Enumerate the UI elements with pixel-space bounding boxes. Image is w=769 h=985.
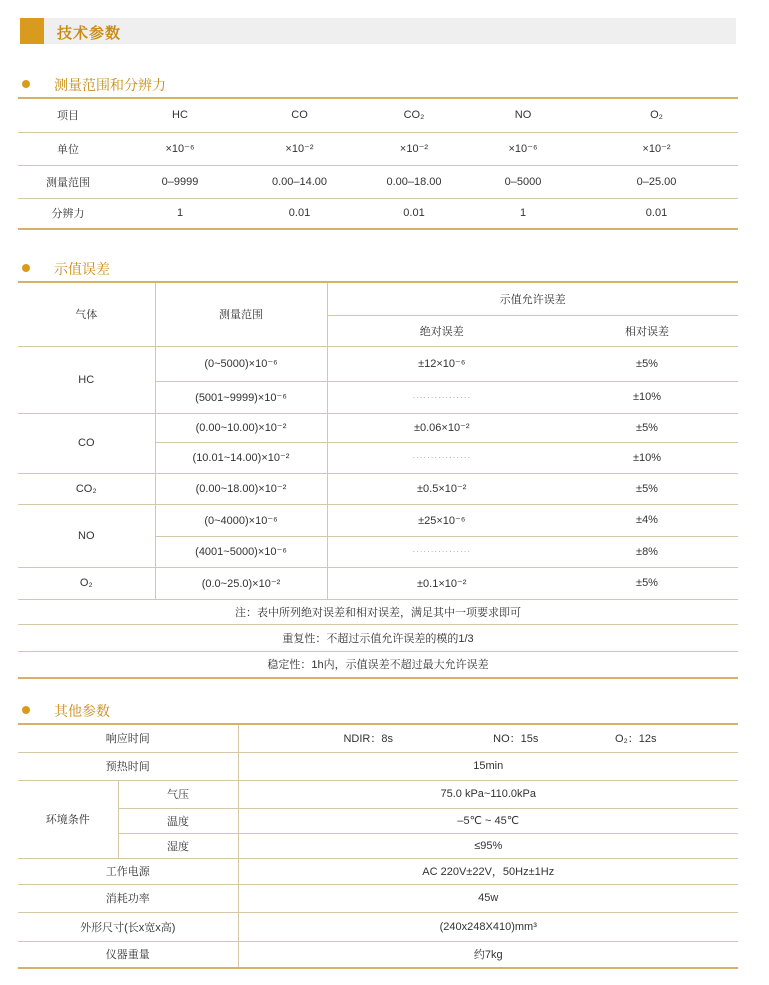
note-text: 注：表中所列绝对误差和相对误差，满足其中一项要求即可 [18, 599, 738, 624]
table-header-row [18, 99, 738, 132]
note-row [18, 624, 738, 651]
table-cell: ×10⁻⁶ [471, 132, 575, 165]
table-cell: HC [18, 346, 155, 413]
section-title-error: 示值误差 [22, 259, 110, 279]
table-cell [238, 725, 738, 752]
table-cell: (0.00~18.00)×10⁻² [155, 473, 327, 504]
table-cell: ±0.1×10⁻² [327, 567, 556, 599]
section-title-range: 测量范围和分辨力 [22, 75, 166, 95]
table-row [18, 132, 738, 165]
table-cell: 消耗功率 [18, 884, 238, 912]
note-row [18, 599, 738, 624]
table-header-cell: 绝对误差 [327, 315, 556, 346]
table-cell: 分辨力 [18, 198, 118, 229]
table-cell: ±5% [556, 567, 738, 599]
range-resolution-table [18, 99, 738, 230]
table-cell: ×10⁻² [357, 132, 471, 165]
table-cell: (0~5000)×10⁻⁶ [155, 346, 327, 381]
table-cell: –5℃ ~ 45℃ [238, 808, 738, 833]
table-cell: 0.01 [575, 198, 738, 229]
indication-error-table [18, 283, 738, 679]
table-cell: ×10⁻² [575, 132, 738, 165]
table-cell: ±0.06×10⁻² [327, 413, 556, 442]
table-cell: 外形尺寸(长x宽x高) [18, 912, 238, 941]
page-title: 技术参数 [57, 25, 122, 42]
table-header-cell: 相对误差 [556, 315, 738, 346]
table-cell: 1 [118, 198, 242, 229]
table-cell: NO [471, 99, 575, 132]
table-row [18, 941, 738, 968]
table-row [18, 780, 738, 808]
table-row [18, 567, 738, 599]
table-cell: ±10% [556, 442, 738, 473]
header-square-icon [20, 18, 44, 44]
table-cell: ················ [327, 442, 556, 473]
table-cell: ≤95% [238, 833, 738, 858]
bullet-icon [22, 80, 30, 88]
response-ndir: NDIR：8s [343, 733, 393, 746]
table-cell: (10.01~14.00)×10⁻² [155, 442, 327, 473]
table-cell: 预热时间 [18, 752, 238, 780]
response-o2: O₂：12s [614, 733, 657, 746]
table-row [18, 198, 738, 229]
table-cell: 测量范围 [18, 165, 118, 198]
table-row [18, 413, 738, 442]
table-cell: ±25×10⁻⁶ [327, 504, 556, 536]
table-cell: (240x248X410)mm³ [238, 912, 738, 941]
table-cell: HC [118, 99, 242, 132]
table-cell: 温度 [118, 808, 238, 833]
table-row [18, 808, 738, 833]
note-text: 稳定性：1h内，示值误差不超过最大允许误差 [18, 651, 738, 678]
table-cell: ±12×10⁻⁶ [327, 346, 556, 381]
other-params-table [18, 725, 738, 969]
table-cell: ±5% [556, 413, 738, 442]
table-row [18, 346, 738, 381]
table-cell: ±5% [556, 473, 738, 504]
table-cell: 0.01 [357, 198, 471, 229]
table-cell: 45w [238, 884, 738, 912]
table-cell: 0–25.00 [575, 165, 738, 198]
table-row [18, 504, 738, 536]
table-cell: (0.0~25.0)×10⁻² [155, 567, 327, 599]
table-cell: AC 220V±22V，50Hz±1Hz [238, 858, 738, 884]
table-cell: 1 [471, 198, 575, 229]
table-cell: 0–9999 [118, 165, 242, 198]
table-header-row [18, 283, 738, 315]
table-row [18, 725, 738, 752]
table-cell: (5001~9999)×10⁻⁶ [155, 381, 327, 413]
table-row [18, 473, 738, 504]
table-row [18, 165, 738, 198]
table-cell: ················ [327, 381, 556, 413]
table-cell: ±5% [556, 346, 738, 381]
table-cell: 0.00–14.00 [242, 165, 357, 198]
table-cell: CO [242, 99, 357, 132]
response-no: NO：15s [493, 733, 539, 746]
table-header-cell: 示值允许误差 [327, 283, 738, 315]
table-cell: ±10% [556, 381, 738, 413]
table-cell: ················ [327, 536, 556, 567]
table-row [18, 752, 738, 780]
table-cell: 0–5000 [471, 165, 575, 198]
table-cell: 单位 [18, 132, 118, 165]
table-cell: (0.00~10.00)×10⁻² [155, 413, 327, 442]
table-cell: 工作电源 [18, 858, 238, 884]
table-cell: ±0.5×10⁻² [327, 473, 556, 504]
table-cell: CO₂ [357, 99, 471, 132]
table-header-cell: 气体 [18, 283, 155, 346]
table-cell: 响应时间 [18, 725, 238, 752]
table-cell: (0~4000)×10⁻⁶ [155, 504, 327, 536]
table-cell: 项目 [18, 99, 118, 132]
note-text: 重复性：不超过示值允许误差的模的1/3 [18, 624, 738, 651]
table-cell: NO [18, 504, 155, 567]
table-row [18, 858, 738, 884]
table-cell: 75.0 kPa~110.0kPa [238, 780, 738, 808]
note-row [18, 651, 738, 678]
table-cell: CO₂ [18, 473, 155, 504]
bullet-icon [22, 264, 30, 272]
section-title-other: 其他参数 [22, 701, 110, 721]
table-cell: 湿度 [118, 833, 238, 858]
table-cell: O₂ [575, 99, 738, 132]
table-cell: 环境条件 [18, 780, 118, 858]
table-cell: 约7kg [238, 941, 738, 968]
table-cell: CO [18, 413, 155, 473]
page-header [20, 18, 736, 44]
table-cell: ×10⁻² [242, 132, 357, 165]
table-cell: 气压 [118, 780, 238, 808]
table-row [18, 912, 738, 941]
table-cell: ±8% [556, 536, 738, 567]
table-cell: (4001~5000)×10⁻⁶ [155, 536, 327, 567]
table-cell: 0.01 [242, 198, 357, 229]
table-cell: 仪器重量 [18, 941, 238, 968]
table-cell: 0.00–18.00 [357, 165, 471, 198]
table-cell: ×10⁻⁶ [118, 132, 242, 165]
bullet-icon [22, 706, 30, 714]
table-row [18, 884, 738, 912]
table-cell: ±4% [556, 504, 738, 536]
table-row [18, 833, 738, 858]
table-cell: O₂ [18, 567, 155, 599]
table-header-cell: 测量范围 [155, 283, 327, 346]
table-cell: 15min [238, 752, 738, 780]
